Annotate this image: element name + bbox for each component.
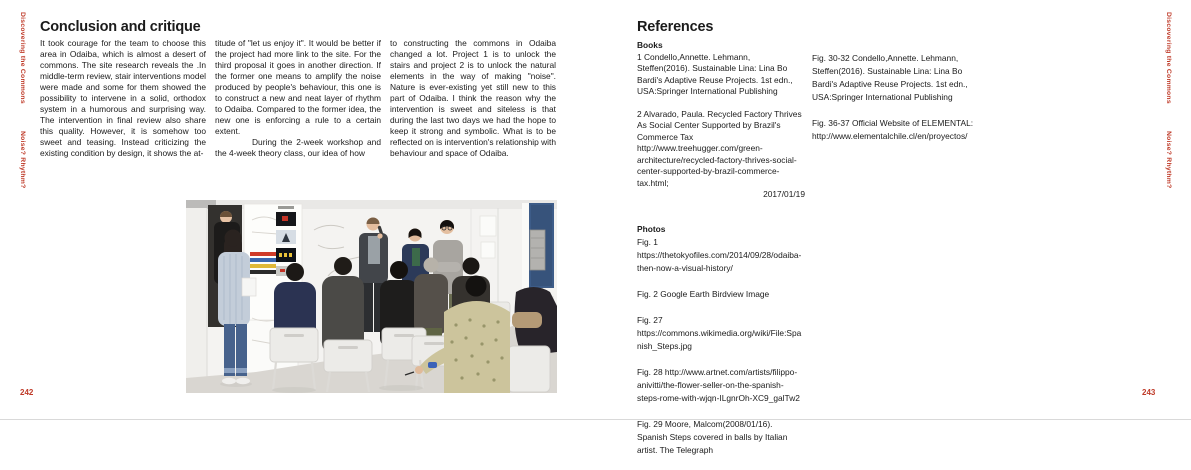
body-paragraph: to constructing the commons in Odaiba changed a lot. Project 1 is to unlock the stairs and project 2 is to unlock the natural elements in the way of making "noise". Nature is ever-existing yet still new to this part of Odaiba. I think the reason why the intervention is sweet and siteless is that during the last two days we had the hope to keep it strong and symbolic. What is to be reflected on is intervention's relationship with behaviour and space of Odaiba. — [390, 38, 556, 158]
references-column-2 — [812, 52, 984, 156]
photos-heading: Photos — [637, 224, 666, 234]
body-paragraph: During the 2-week workshop and the 4-week theory class, our idea of how — [215, 137, 381, 158]
left-edge-tab-chapter: Discovering the Commons — [19, 12, 26, 104]
left-text-column-3 — [390, 38, 556, 159]
references-column-1 — [637, 40, 805, 470]
figure-credit: Fig. 36-37 Official Website of ELEMENTAL: http://www.elementalchile.cl/en/proyectos/ — [812, 118, 974, 141]
left-page-title: Conclusion and critique — [40, 18, 201, 35]
figure-credit: Fig. 27 https://commons.wikimedia.org/wiki/File:Spanish_Steps.jpg — [637, 314, 802, 351]
left-page-number: 242 — [20, 388, 34, 397]
right-edge-tab-chapter: Discovering the Commons — [1165, 12, 1172, 104]
workshop-photo-graphic — [186, 200, 557, 393]
books-heading: Books — [637, 40, 663, 50]
body-paragraph: It took courage for the team to choose this area in Odaiba, which is almost a desert of commons. The site research reveals the .In middle-term review, stair interventions model were made and some for them showed the possibility to intervene in a solid, orthodox system in a humorous and surprising way. The intervention in final review also share this quality. However, it is somehow too sweet and teasing. Instead criticizing the existing condition by design, it shows the at- — [40, 38, 206, 158]
body-paragraph: titude of "let us enjoy it". It would be better if the project had more link to the site. For the third proposal it goes in another direction. If the former one means to amplify the noise produced by people's behaviour, this one is to construct a new and neat layer of rhythm to Odaiba. Compared to the former idea, the new one is enforcing a rule to a certain extent. — [215, 38, 381, 136]
figure-credit: Fig. 28 http://www.artnet.com/artists/filippo-anivitti/the-flower-seller-on-the-spanish-steps-rome-with-wjqn-ILgnrOh-XC9_galTw2 — [637, 366, 800, 403]
reference-entry: 2 Alvarado, Paula. Recycled Factory Thrives As Social Center Supported by Brazil's Commerce Tax http://www.treehugger.com/green-architecture/recycled-factory-thrives-social-center-supported-by-brazil-commerce-tax.html; — [637, 108, 802, 188]
right-edge-tab-section: Noise? Rhythm? — [1165, 131, 1172, 189]
figure-credit: Fig. 30-32 Condello,Annette. Lehmann, Steffen(2016). Sustainable Lina: Lina Bo Bardi's Adaptive Reuse Projects. 1st edn., USA:Springer International Publishing — [812, 53, 968, 102]
reference-date: 2017/01/19 — [763, 188, 805, 199]
left-text-column-2 — [215, 38, 381, 159]
left-text-column-1 — [40, 38, 206, 159]
figure-credit: Fig. 1 https://thetokyofiles.com/2014/09/28/odaiba-then-now-a-visual-history/ — [637, 236, 802, 273]
workshop-photo — [186, 200, 557, 393]
right-page-number: 243 — [1142, 388, 1156, 397]
figure-credit: Fig. 2 Google Earth Birdview Image — [637, 288, 770, 299]
right-page-title: References — [637, 18, 714, 35]
figure-credit: Fig. 29 Moore, Malcom(2008/01/16). Spanish Steps covered in balls by Italian artist. The Telegraph — [637, 418, 788, 455]
left-edge-tab-section: Noise? Rhythm? — [19, 131, 26, 189]
reference-entry: 1 Condello,Annette. Lehmann, Steffen(2016). Sustainable Lina: Lina Bo Bardi's Adaptive Reuse Projects. 1st edn., USA:Springer International Publishing — [637, 51, 793, 96]
